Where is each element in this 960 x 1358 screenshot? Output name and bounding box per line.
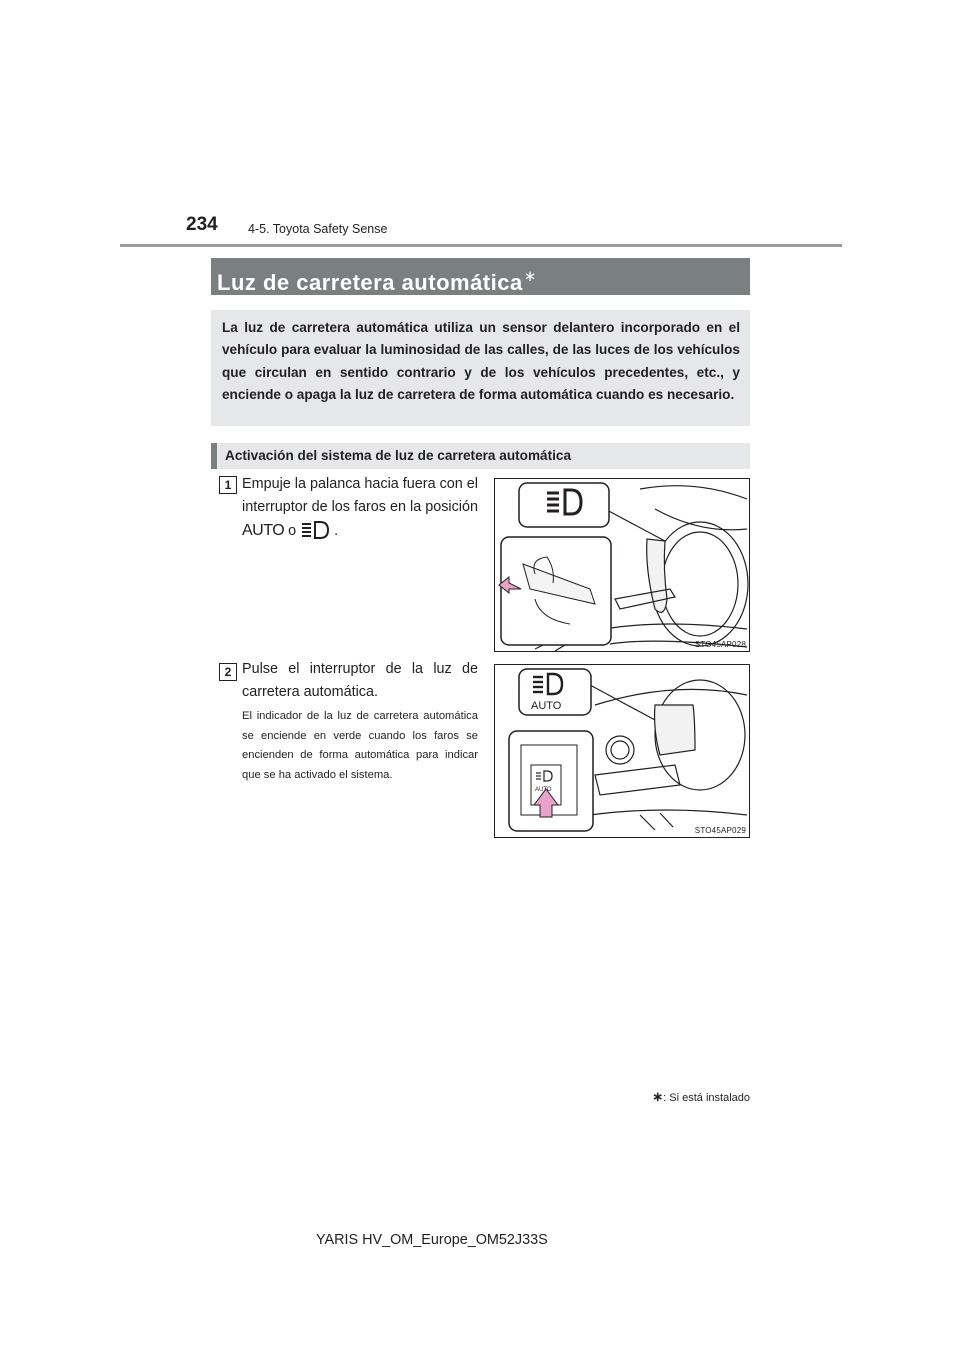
footnote xyxy=(652,1089,750,1105)
section-label: 4-5. Toyota Safety Sense xyxy=(248,222,388,236)
header-divider xyxy=(120,244,842,247)
page-title-text: Luz de carretera automática xyxy=(217,270,523,295)
step-2-text: Pulse el interruptor de la luz de carretera automática. xyxy=(242,661,478,700)
callout-high-beam-icon xyxy=(519,483,609,527)
high-beam-icon xyxy=(300,520,330,548)
step-number-2: 2 xyxy=(219,663,237,681)
section-subheading: Activación del sistema de luz de carretera automática xyxy=(211,443,750,469)
switch-illustration xyxy=(494,664,750,838)
optional-equipment-marker: ∗ xyxy=(523,268,537,285)
figure-code: STO45AP028 xyxy=(694,640,746,649)
lever-closeup xyxy=(499,537,611,645)
page-title xyxy=(211,258,750,295)
switch-auto-label: AUTO xyxy=(535,787,552,793)
step-1-connector: o xyxy=(288,523,297,539)
step-number-1: 1 xyxy=(219,476,237,494)
footnote-marker: ∗ xyxy=(652,1089,664,1104)
switch-illustration-drawing xyxy=(495,665,749,837)
switch-closeup xyxy=(509,731,593,831)
step-1-text xyxy=(242,473,478,548)
page-number: 234 xyxy=(186,214,218,235)
step-1-text-after: . xyxy=(334,523,339,539)
intro-box xyxy=(211,310,750,426)
step-1-text-before: Empuje la palanca hacia fuera con el interruptor de los faros en la posición xyxy=(242,476,478,515)
auto-position-label: AUTO xyxy=(242,522,285,539)
callout-auto-high-beam-icon xyxy=(519,669,591,715)
lever-illustration xyxy=(494,478,750,652)
figure-code: STO45AP029 xyxy=(694,826,746,835)
step-2-subtext: El indicador de la luz de carretera automática se enciende en verde cuando los faros se encienden de forma automática para indicar que se ha activado el sistema. xyxy=(242,710,478,781)
intro-text: La luz de carretera automática utiliza un sensor delantero incorporado en el vehículo para evaluar la luminosidad de las calles, de las luces de los vehículos que circulan en sentido contrario y de los vehículos precedentes, etc., y enciende o apaga la luz de carretera de forma automática cuando es necesario. xyxy=(222,320,740,403)
lever-illustration-drawing xyxy=(495,479,749,651)
footnote-text: : Si está instalado xyxy=(663,1092,750,1104)
document-id: YARIS HV_OM_Europe_OM52J33S xyxy=(316,1232,548,1248)
callout-auto-label: AUTO xyxy=(531,700,562,712)
